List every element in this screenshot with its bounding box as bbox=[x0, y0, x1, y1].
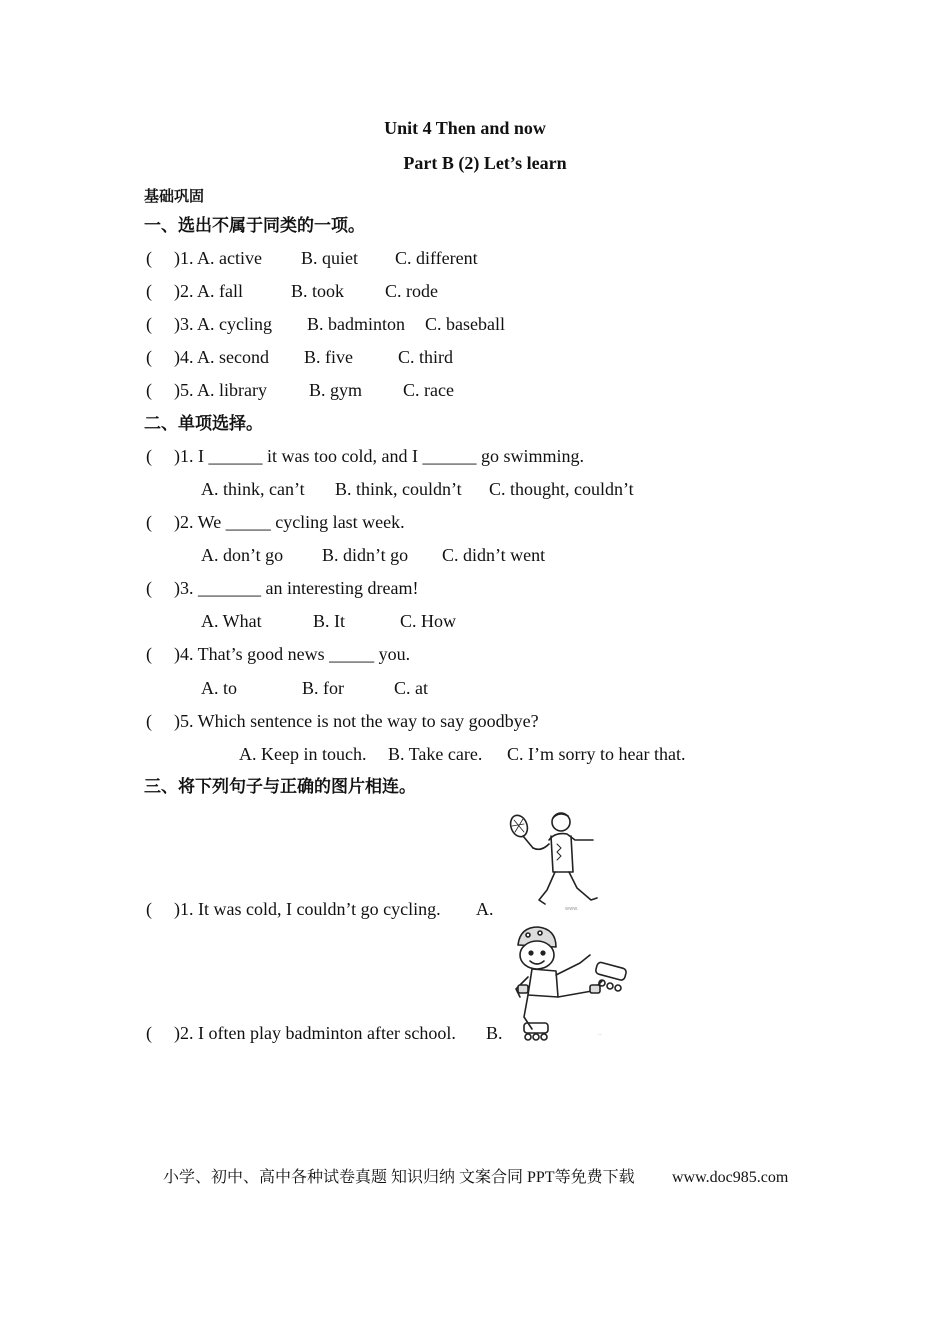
option-b: B. didn’t go bbox=[322, 545, 409, 565]
answer-blank[interactable]: ( bbox=[146, 711, 152, 731]
answer-blank[interactable]: ( bbox=[146, 314, 152, 334]
svg-text:www.: www. bbox=[565, 906, 579, 912]
option-a: A. don’t go bbox=[201, 545, 284, 565]
option-c: C. I’m sorry to hear that. bbox=[507, 744, 686, 764]
option-c: C. different bbox=[395, 248, 478, 268]
page-subtitle: Part B (2) Let’s learn bbox=[403, 153, 567, 173]
section1-heading: 一、选出不属于同类的一项。 bbox=[144, 216, 365, 236]
answer-blank[interactable]: ( bbox=[146, 446, 152, 466]
option-a: )2. A. fall bbox=[174, 281, 243, 301]
option-c: C. didn’t went bbox=[442, 545, 546, 565]
answer-blank[interactable]: ( bbox=[146, 1023, 152, 1043]
option-b: B. Take care. bbox=[388, 744, 483, 764]
option-a: )1. A. active bbox=[174, 248, 262, 268]
section3-heading: 三、将下列句子与正确的图片相连。 bbox=[144, 777, 416, 797]
option-c: C. rode bbox=[385, 281, 438, 301]
option-b: B. quiet bbox=[301, 248, 358, 268]
answer-blank[interactable]: ( bbox=[146, 347, 152, 367]
option-c: C. at bbox=[394, 678, 428, 698]
option-a: A. What bbox=[201, 611, 262, 631]
option-a: A. to bbox=[201, 678, 237, 698]
answer-blank[interactable]: ( bbox=[146, 644, 152, 664]
badminton-player-picture[interactable] bbox=[505, 810, 610, 914]
answer-blank[interactable]: ( bbox=[146, 380, 152, 400]
option-b: B. five bbox=[304, 347, 353, 367]
section-basic-heading: 基础巩固 bbox=[144, 187, 205, 205]
answer-blank[interactable]: ( bbox=[146, 248, 152, 268]
picture-label: B. bbox=[486, 1023, 503, 1043]
question-text: )2. We _____ cycling last week. bbox=[174, 512, 405, 532]
question-text: )1. I ______ it was too cold, and I ______ go swimming. bbox=[174, 446, 584, 466]
picture-label: A. bbox=[476, 899, 494, 919]
option-b: B. badminton bbox=[307, 314, 405, 334]
svg-text:..: .. bbox=[598, 1030, 602, 1037]
option-a: A. Keep in touch. bbox=[239, 744, 367, 764]
option-c: C. thought, couldn’t bbox=[489, 479, 634, 499]
question-text: )4. That’s good news _____ you. bbox=[174, 644, 411, 664]
footer-text: 小学、初中、高中各种试卷真题 知识归纳 文案合同 PPT等免费下载 bbox=[163, 1169, 635, 1186]
answer-blank[interactable]: ( bbox=[146, 578, 152, 598]
question-text: )5. Which sentence is not the way to say goodbye? bbox=[174, 711, 539, 731]
option-b: B. took bbox=[291, 281, 345, 301]
option-c: C. third bbox=[398, 347, 454, 367]
option-b: B. It bbox=[313, 611, 346, 631]
question-text: )3. _______ an interesting dream! bbox=[174, 578, 419, 598]
option-a: )3. A. cycling bbox=[174, 314, 272, 334]
option-c: C. race bbox=[403, 380, 454, 400]
option-c: C. How bbox=[400, 611, 457, 631]
option-b: B. think, couldn’t bbox=[335, 479, 462, 499]
option-a: )4. A. second bbox=[174, 347, 269, 367]
answer-blank[interactable]: ( bbox=[146, 281, 152, 301]
section2-heading: 二、单项选择。 bbox=[144, 414, 263, 434]
option-c: C. baseball bbox=[425, 314, 505, 334]
footer-link[interactable]: www.doc985.com bbox=[672, 1169, 789, 1186]
option-b: B. gym bbox=[309, 380, 363, 400]
option-a: )5. A. library bbox=[174, 380, 267, 400]
page-title: Unit 4 Then and now bbox=[384, 118, 546, 138]
match-sentence: )2. I often play badminton after school. bbox=[174, 1023, 456, 1043]
roller-skater-picture[interactable] bbox=[510, 925, 640, 1043]
option-a: A. think, can’t bbox=[201, 479, 305, 499]
option-b: B. for bbox=[302, 678, 344, 698]
match-sentence: )1. It was cold, I couldn’t go cycling. bbox=[174, 899, 441, 919]
answer-blank[interactable]: ( bbox=[146, 512, 152, 532]
answer-blank[interactable]: ( bbox=[146, 899, 152, 919]
